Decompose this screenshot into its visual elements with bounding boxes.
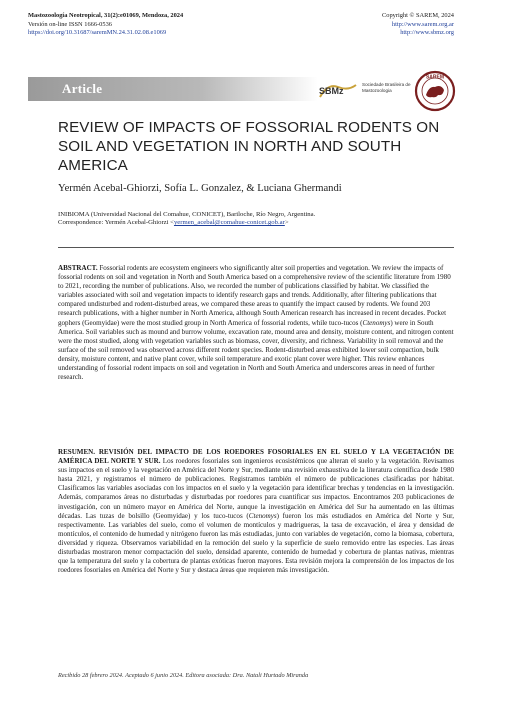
copyright-line: Copyright © SAREM, 2024 xyxy=(382,12,454,19)
doi-link[interactable]: https://doi.org/10.31687/saremMN.24.31.02.08.e1069 xyxy=(28,29,167,37)
sbmz-logo xyxy=(318,80,414,102)
affiliation-block xyxy=(58,211,478,228)
sbmz-logo-text: SBMz xyxy=(319,86,344,96)
article-title: REVIEW OF IMPACTS OF FOSSORIAL RODENTS ON SOIL AND VEGETATION IN NORTH AND SOUTH AMERICA xyxy=(58,119,440,174)
section-divider xyxy=(58,247,454,248)
journal-header xyxy=(28,12,288,38)
resumen-taxon: Ctenomys xyxy=(248,511,277,520)
correspondence-email[interactable]: yermen_acebal@comahue-conicet.gob.ar xyxy=(173,219,285,227)
sarem-logo xyxy=(414,70,456,112)
sarem-link[interactable]: http://www.sarem.org.ar xyxy=(391,20,454,28)
journal-citation: Mastozoología Neotropical, 31(2):e01069, Mendoza, 2024 xyxy=(28,12,184,19)
resumen-text-continued: ) fueron los más estudiados en América del Norte y Sur, respectivamente. Las variables del suelo, como el volumen de montículos y madrigueras, la tasa de excavación, el área y densidad de montículos, el contenido de humedad y nitrógeno fueron las más estudiadas, junto con variables de vegetación, como la biomasa, cobertura, diversidad y riqueza. Observamos variabilidad en la remoción del suelo y la superficie de suelo removido entre las especies. Las áreas disturbadas mostraron menor compactación del suelo, densidad aparente, contenido de humedad y cobertura de plantas nativas, mientras que la temperatura del suelo y la cobertura de plantas exóticas fueron mayores. Esta revisión mejora la comprensión de los impactos de los roedores fosoriales en América del Norte y Sur y destaca áreas que requieren más investigación. xyxy=(58,511,454,575)
sarem-seal-icon xyxy=(414,70,456,112)
correspondence-end: > xyxy=(284,219,289,227)
sbmz-logo-org: Sociedade Brasileira de Mastozoologia xyxy=(362,82,411,93)
copyright-header xyxy=(254,12,454,38)
institution-line: INIBIOMA (Universidad Nacional del Comahue, CONICET), Bariloche, Río Negro, Argentina. xyxy=(58,211,316,218)
abstract-text: Fossorial rodents are ecosystem engineers who significantly alter soil properties and vegetation. We review the impacts of fossorial rodents on soil and vegetation in North and South America based on a comprehensive review of the scientific literature from 1980 to 2021, recording the number of publications. Also, we recorded the number of publications classified by habitat. We classified the variables associated with soil and vegetation impacts to identify research gaps and trends. Additionally, after filtering publications that compared undisturbed and rodent-disturbed areas, we compared these areas to quantify the impact caused by rodents. We found 203 research publications, with a higher number in North America, although South American research has increased in recent decades. Pocket gophers (Geomyidae) were the most studied group in North America of fossorial rodents, while tuco-tucos ( xyxy=(58,264,451,327)
correspondence-label: Correspondence: Yermén Acebal-Ghiorzi < xyxy=(58,219,174,227)
sbmz-link[interactable]: http://www.sbmz.org xyxy=(400,29,454,37)
author-list: Yermén Acebal-Ghiorzi, Sofía L. Gonzalez, & Luciana Ghermandi xyxy=(58,183,342,194)
abstract-label: ABSTRACT. xyxy=(58,264,98,272)
resumen-label: RESUMEN. REVISIÓN DEL IMPACTO DE LOS ROEDORES FOSORIALES EN EL SUELO Y LA VEGETACIÓN DE AMÉRICA DEL NORTE Y SUR. xyxy=(58,448,454,466)
abstract-taxon: Ctenomys xyxy=(362,318,391,327)
article-type-band xyxy=(28,77,318,101)
resumen-text: Los roedores fosoriales son ingenieros ecosistémicos que alteran el suelo y la vegetación. Revisamos sus impactos en el suelo y la vegetación en América del Norte y Sur, mediante una revisión exhaustiva de la literatura científica desde 1980 hasta 2021, y registramos el número de publicaciones. Registramos también el número de publicaciones clasificadas por hábitat. Clasificamos las variables asociadas con los impactos en el suelo y la vegetación para identificar brechas y tendencias en la investigación. Además, comparamos áreas no disturbadas y disturbadas por roedores para cuantificar sus impactos. Encontramos 203 publicaciones de investigación, con un número mayor en América del Norte, aunque la investigación en América del Sur ha aumentado en las últimas décadas. Las tuzas de bolsillo (Geomyidae) y los tuco-tucos ( xyxy=(58,457,454,520)
resumen-paragraph xyxy=(58,448,454,575)
article-type-label: Article xyxy=(62,81,103,96)
abstract-text-continued: ) were in South America. Soil variables such as mound and burrow volume, excavation rate, mound area and density, moisture content, and nitrogen content were the most studied, along with vegetation variables such as biomass, cover, diversity, and richness. Variability in soil removal and the surface of the soil removed was observed across different rodent species. Rodent-disturbed areas exhibited lower soil compaction, bulk density, moisture content, and native plant cover, while soil temperature and exotic plant cover were higher. This review enhances understanding of fossorial rodent impacts on soil and vegetation in North and South America and underscores areas in need of further research. xyxy=(58,318,454,382)
abstract-paragraph xyxy=(58,264,454,382)
issn-line: Versión on-line ISSN 1666-0536 xyxy=(28,20,112,28)
submission-dates: Recibido 28 febrero 2024. Aceptado 6 junio 2024. Editora asociada: Dra. Natali Hurtado Miranda xyxy=(58,672,309,679)
correspondence-line xyxy=(58,219,478,227)
svg-text:SAREM: SAREM xyxy=(425,74,445,81)
